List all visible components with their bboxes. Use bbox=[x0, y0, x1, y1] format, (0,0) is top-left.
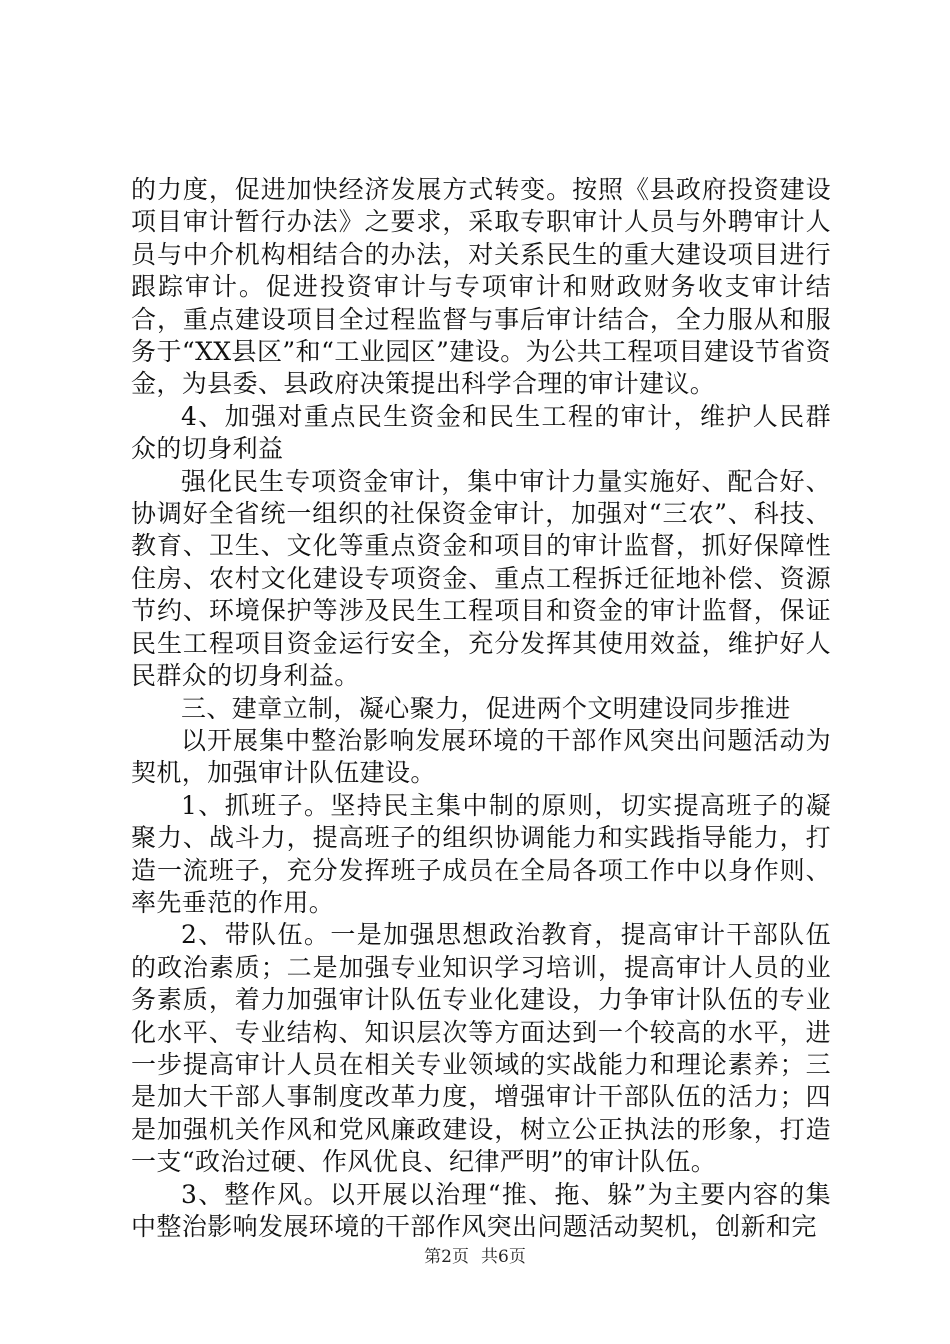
current-page-number: 第2页 bbox=[424, 1247, 469, 1267]
paragraph-item-1: 1、抓班子。坚持民主集中制的原则，切实提高班子的凝聚力、战斗力，提高班子的组织协调能力和实践指导能力，打造一流班子，充分发挥班子成员在全局各项工作中以身作则、率先垂范的作用。 bbox=[131, 790, 831, 917]
paragraph-item-2: 2、带队伍。一是加强思想政治教育，提高审计干部队伍的政治素质；二是加强专业知识学习培训，提高审计人员的业务素质，着力加强审计队伍专业化建设，力争审计队伍的专业化水平、专业结构、知识层次等方面达到一个较高的水平，进一步提高审计人员在相关专业领域的实战能力和理论素养；三是加大干部人事制度改革力度，增强审计干部队伍的活力；四是加强机关作风和党风廉政建设，树立公正执法的形象，打造一支“政治过硬、作风优良、纪律严明”的审计队伍。 bbox=[131, 920, 831, 1177]
section-heading-three: 三、建章立制，凝心聚力，促进两个文明建设同步推进 bbox=[181, 693, 791, 723]
page-footer bbox=[0, 1242, 950, 1267]
paragraph-continuation: 的力度，促进加快经济发展方式转变。按照《县政府投资建设项目审计暂行办法》之要求，采取专职审计人员与外聘审计人员与中介机构相结合的办法，对关系民生的重大建设项目进行跟踪审计。促进投资审计与专项审计和财政财务收支审计结合，重点建设项目全过程监督与事后审计结合，全力服从和服务于“XX县区”和“工业园区”建设。为公共工程项目建设节省资金，为县委、县政府决策提出科学合理的审计建议。 bbox=[131, 175, 831, 399]
paragraph-item-3: 3、整作风。以开展以治理“推、拖、躲”为主要内容的集中整治影响发展环境的干部作风突出问题活动契机，创新和完 bbox=[131, 1179, 831, 1241]
section-heading-4: 4、加强对重点民生资金和民生工程的审计，维护人民群众的切身利益 bbox=[131, 401, 831, 464]
paragraph-team-building: 以开展集中整治影响发展环境的干部作风突出问题活动为契机，加强审计队伍建设。 bbox=[131, 725, 831, 788]
total-pages: 共6页 bbox=[481, 1247, 526, 1267]
paragraph-livelihood-audit: 强化民生专项资金审计，集中审计力量实施好、配合好、协调好全省统一组织的社保资金审计，加强对“三农”、科技、教育、卫生、文化等重点资金和项目的审计监督，抓好保障性住房、农村文化建设专项资金、重点工程拆迁征地补偿、资源节约、环境保护等涉及民生工程项目和资金的审计监督，保证民生工程项目资金运行安全，充分发挥其使用效益，维护好人民群众的切身利益。 bbox=[131, 466, 831, 691]
document-body bbox=[131, 174, 831, 1243]
